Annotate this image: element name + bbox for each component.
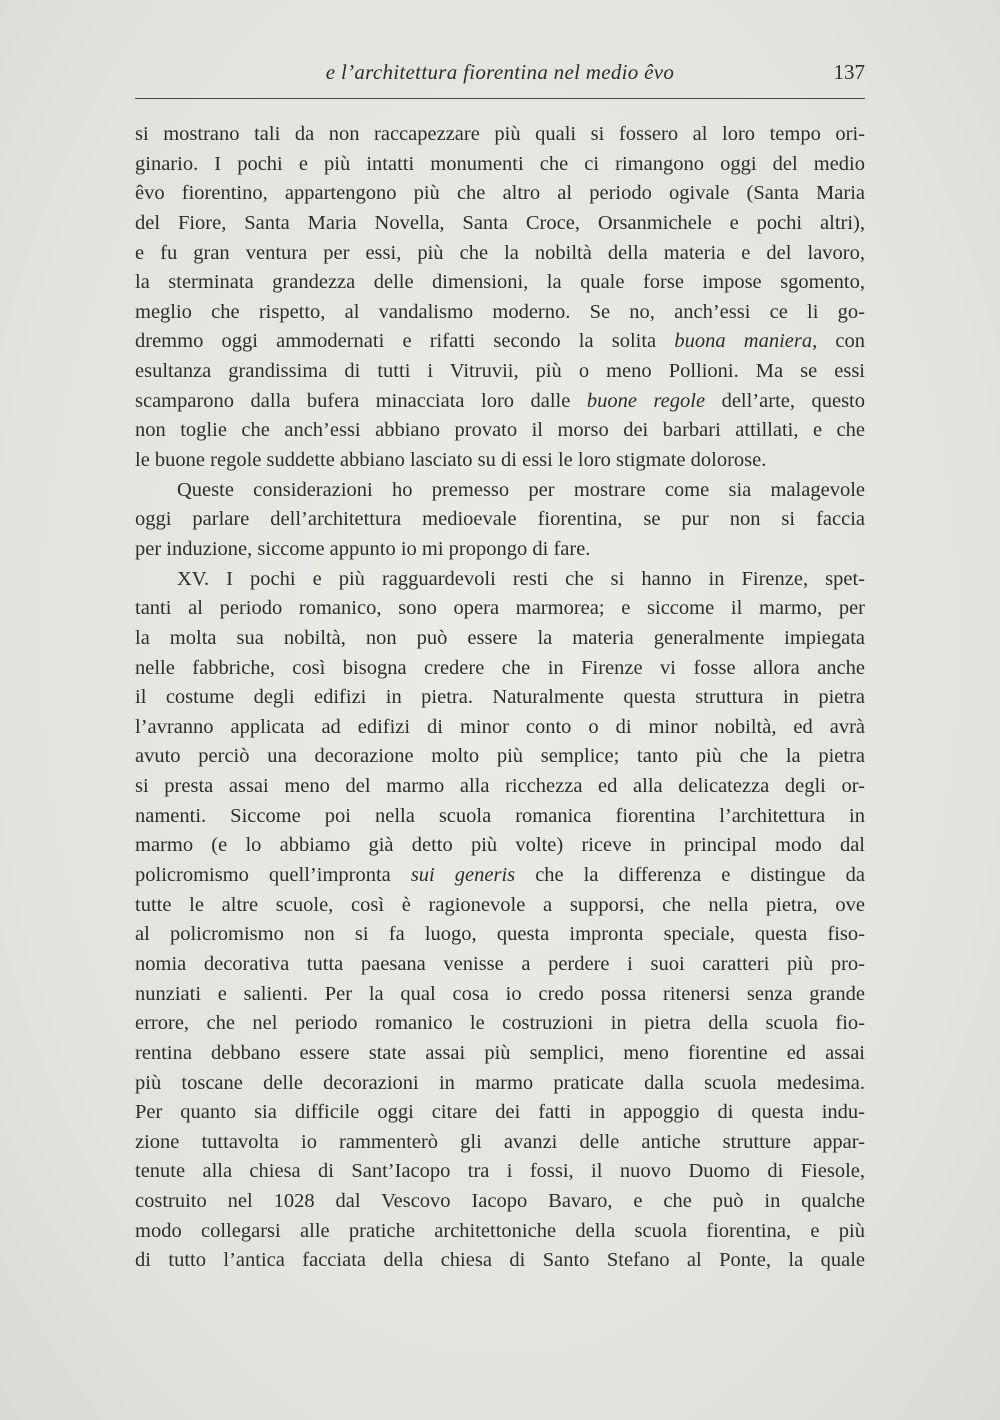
italic-phrase: buona maniera,: [674, 330, 818, 353]
text-line: tutte le altre scuole, così è ragionevole a supporsi, che nella pietra, ove: [135, 893, 865, 916]
text-line: nomia decorativa tutta paesana venisse a perdere i suoi caratteri più pro-: [135, 952, 865, 975]
text-line: e fu gran ventura per essi, più che la nobiltà della materia e del lavoro,: [135, 241, 865, 264]
text-line: zione tuttavolta io rammenterò gli avanzi delle antiche strutture appar-: [135, 1130, 865, 1153]
text-line: la molta sua nobiltà, non può essere la materia generalmente impiegata: [135, 626, 865, 649]
text-line: oggi parlare dell’architettura medioevale fiorentina, se pur non si faccia: [135, 508, 865, 531]
text-line: tenute alla chiesa di Sant’Iacopo tra i fossi, il nuovo Duomo di Fiesole,: [135, 1160, 865, 1183]
page-number: 137: [833, 60, 865, 84]
text-line: la sterminata grandezza delle dimensioni, la quale forse impose sgomento,: [135, 271, 865, 294]
text-line: Queste considerazioni ho premesso per mostrare come sia malagevole: [177, 478, 865, 501]
text-line: modo collegarsi alle pratiche architettoniche della scuola fiorentina, e più: [135, 1219, 865, 1242]
text-line: policromismo quell’impronta sui generis che la differenza e distingue da: [135, 864, 865, 887]
italic-phrase: sui generis: [410, 864, 516, 887]
text-line: ginario. I pochi e più intatti monumenti che ci rimangono oggi del medio: [135, 152, 865, 175]
text-line: costruito nel 1028 dal Vescovo Iacopo Bavaro, e che può in qualche: [135, 1190, 865, 1213]
text-line: non toglie che anch’essi abbiano provato il morso dei barbari attillati, e che: [135, 419, 865, 442]
text-line: Per quanto sia difficile oggi citare dei fatti in appoggio di questa indu-: [135, 1101, 865, 1124]
text-line: XV. I pochi e più ragguardevoli resti che si hanno in Firenze, spet-: [177, 567, 865, 590]
text-line: meglio che rispetto, al vandalismo moderno. Se no, anch’essi ce li go-: [135, 300, 865, 323]
text-line: si mostrano tali da non raccapezzare più quali si fossero al loro tempo ori-: [135, 123, 865, 145]
text-line: namenti. Siccome poi nella scuola romanica fiorentina l’architettura in: [135, 804, 865, 827]
text-line: più toscane delle decorazioni in marmo praticate dalla scuola medesima.: [135, 1071, 865, 1094]
text-line: si presta assai meno del marmo alla ricchezza ed alla delicatezza degli or-: [135, 775, 865, 798]
italic-phrase: buone regole: [586, 389, 706, 412]
text-line: per induzione, siccome appunto io mi propongo di fare.: [135, 537, 591, 560]
text-line: esultanza grandissima di tutti i Vitruvii, più o meno Pollioni. Ma se essi: [135, 360, 865, 383]
text-line: al policromismo non si fa luogo, questa impronta speciale, questa fiso-: [135, 923, 865, 946]
text-line: avuto perciò una decorazione molto più semplice; tanto più che la pietra: [135, 745, 865, 768]
text-line: errore, che nel periodo romanico le costruzioni in pietra della scuola fio-: [135, 1012, 865, 1035]
text-line: scamparono dalla bufera minacciata loro dalle buone regole dell’arte, questo: [135, 389, 866, 412]
text-line: del Fiore, Santa Maria Novella, Santa Croce, Orsanmichele e pochi altri),: [135, 211, 865, 234]
text-line: nunziati e salienti. Per la qual cosa io credo possa ritenersi senza grande: [135, 982, 865, 1005]
text-line: le buone regole suddette abbiano lasciato su di essi le loro stigmate dolorose.: [135, 449, 767, 472]
body-text: [135, 120, 865, 1276]
text-line: l’avranno applicata ad edifizi di minor conto o di minor nobiltà, ed avrà: [135, 715, 865, 738]
text-line: marmo (e lo abbiamo già detto più volte) riceve in principal modo dal: [135, 834, 865, 857]
text-line: nelle fabbriche, così bisogna credere che in Firenze vi fosse allora anche: [135, 656, 865, 679]
running-title: e l’architettura fiorentina nel medio êvo: [325, 60, 675, 84]
text-line: di tutto l’antica facciata della chiesa di Santo Stefano al Ponte, la quale: [135, 1249, 865, 1272]
text-line: il costume degli edifizi in pietra. Naturalmente questa struttura in pietra: [135, 686, 865, 709]
text-line: tanti al periodo romanico, sono opera marmorea; e siccome il marmo, per: [135, 597, 865, 620]
text-line: dremmo oggi ammodernati e rifatti secondo la solita buona maniera, con: [135, 330, 866, 353]
text-line: êvo fiorentino, appartengono più che altro al periodo ogivale (Santa Maria: [135, 182, 865, 205]
text-line: rentina debbano essere state assai più semplici, meno fiorentine ed assai: [135, 1041, 865, 1064]
page-header: [135, 58, 865, 99]
